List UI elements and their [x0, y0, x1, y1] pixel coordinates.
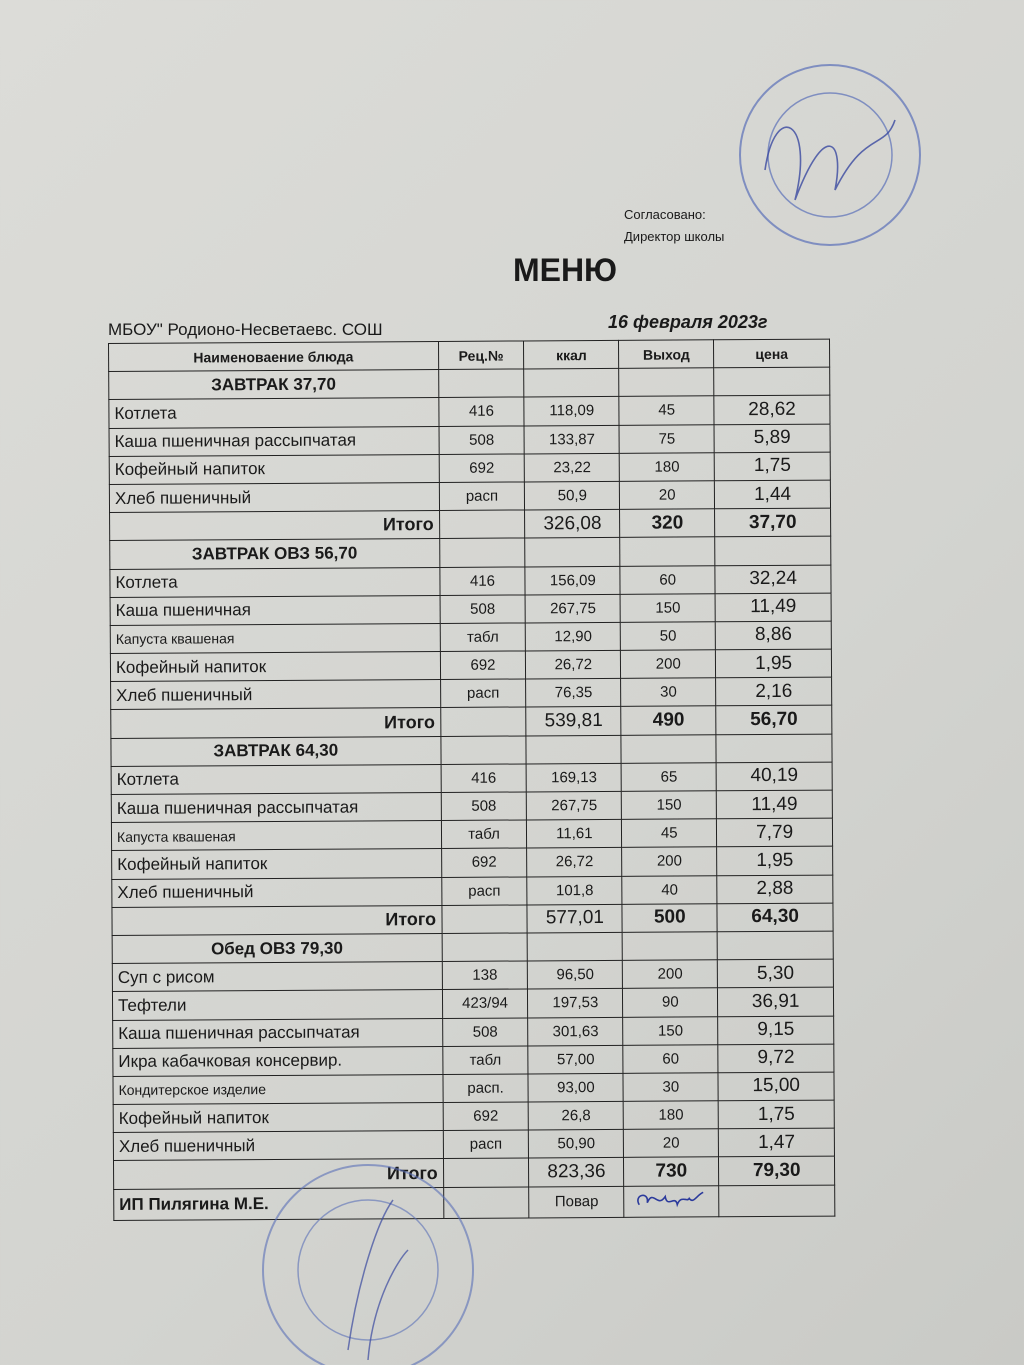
portion-output: 60: [620, 565, 715, 594]
price: 9,72: [718, 1044, 834, 1073]
dish-name: Котлета: [110, 567, 440, 597]
table-row: [110, 565, 831, 598]
table-row: [111, 762, 832, 795]
portion-output: 45: [622, 819, 717, 848]
dish-name: Капуста квашеная: [111, 821, 441, 851]
table-row: [109, 424, 830, 457]
recipe-number: табл: [441, 820, 527, 849]
signature: [624, 1185, 719, 1217]
kcal: 50,9: [525, 481, 620, 510]
price: 1,47: [719, 1128, 835, 1157]
dish-name: Каша пшеничная рассыпчатая: [113, 1018, 443, 1048]
column-header: Наименоваение блюда: [109, 341, 439, 371]
column-header: Выход: [619, 340, 714, 369]
kcal: 26,72: [527, 848, 622, 877]
portion-output: 20: [624, 1129, 719, 1158]
total-label: Итого: [113, 1159, 443, 1189]
total-output: 500: [622, 904, 717, 933]
section-header-row: [110, 536, 831, 569]
portion-output: 90: [623, 988, 718, 1017]
dish-name: Кофейный напиток: [113, 1103, 443, 1133]
portion-output: 45: [619, 396, 714, 425]
kcal: 50,90: [529, 1130, 624, 1159]
table-row: [109, 452, 830, 485]
kcal: 93,00: [528, 1073, 623, 1102]
total-output: 490: [621, 706, 716, 735]
total-output: 320: [620, 509, 715, 538]
dish-name: Суп с рисом: [112, 962, 442, 992]
dish-name: Капуста квашеная: [110, 623, 440, 653]
kcal: 301,63: [528, 1017, 623, 1046]
portion-output: 150: [620, 593, 715, 622]
price: 1,95: [716, 649, 832, 678]
supplier-name: ИП Пилягина М.Е.: [114, 1187, 444, 1220]
total-price: 56,70: [716, 706, 832, 735]
kcal: 118,09: [524, 397, 619, 426]
total-row: [110, 508, 831, 541]
table-row: [112, 959, 833, 992]
total-price: 79,30: [719, 1157, 835, 1186]
table-header-row: [109, 339, 830, 372]
table-row: [111, 677, 832, 710]
portion-output: 60: [623, 1044, 718, 1073]
dish-name: Хлеб пшеничный: [112, 877, 442, 907]
dish-name: Котлета: [111, 764, 441, 794]
section-title: Обед ОВЗ 79,30: [112, 933, 442, 963]
portion-output: 65: [621, 763, 716, 792]
dish-name: Икра кабачковая консервир.: [113, 1046, 443, 1076]
menu-date: 16 февраля 2023г: [608, 312, 768, 332]
total-kcal: 823,36: [529, 1158, 624, 1187]
section-title: ЗАВТРАК ОВЗ 56,70: [110, 539, 440, 569]
total-kcal: 539,81: [526, 707, 621, 736]
dish-name: Кофейный напиток: [112, 849, 442, 879]
kcal: 76,35: [526, 679, 621, 708]
table-row: [112, 846, 833, 879]
recipe-number: 692: [440, 651, 526, 680]
dish-name: Тефтели: [112, 990, 442, 1020]
portion-output: 50: [621, 622, 716, 651]
school-stamp: [735, 60, 925, 250]
price: 28,62: [714, 395, 830, 424]
section-header-row: [111, 734, 832, 767]
price: 32,24: [715, 565, 831, 594]
total-row: [113, 1157, 834, 1190]
kcal: 12,90: [526, 622, 621, 651]
dish-name: Хлеб пшеничный: [113, 1131, 443, 1161]
table-row: [110, 649, 831, 682]
table-row: [109, 480, 830, 513]
kcal: 96,50: [528, 960, 623, 989]
portion-output: 180: [623, 1101, 718, 1130]
total-row: [112, 903, 833, 936]
recipe-number: расп: [439, 482, 525, 511]
price: 5,89: [714, 424, 830, 453]
kcal: 197,53: [528, 989, 623, 1018]
total-row: [111, 706, 832, 739]
page-title: МЕНЮ: [512, 252, 618, 288]
kcal: 133,87: [524, 425, 619, 454]
approval-block: [624, 204, 724, 248]
signature-row: [114, 1185, 835, 1220]
recipe-number: 508: [440, 595, 526, 624]
recipe-number: 416: [438, 397, 524, 426]
dish-name: Кофейный напиток: [110, 652, 440, 682]
price: 8,86: [715, 621, 831, 650]
table-row: [113, 1016, 834, 1049]
price: 1,75: [718, 1100, 834, 1129]
kcal: 267,75: [527, 791, 622, 820]
table-row: [110, 593, 831, 626]
kcal: 267,75: [525, 594, 620, 623]
kcal: 26,72: [526, 650, 621, 679]
portion-output: 200: [621, 650, 716, 679]
recipe-number: 416: [441, 764, 527, 793]
kcal: 101,8: [527, 876, 622, 905]
kcal: 23,22: [525, 453, 620, 482]
dish-name: Кофейный напиток: [109, 454, 439, 484]
price: 9,15: [718, 1016, 834, 1045]
table-row: [111, 790, 832, 823]
recipe-number: 416: [439, 566, 525, 595]
portion-output: 200: [623, 960, 718, 989]
recipe-number: расп: [441, 877, 527, 906]
recipe-number: расп.: [443, 1074, 529, 1103]
price: 5,30: [718, 959, 834, 988]
total-price: 37,70: [715, 508, 831, 537]
price: 2,88: [717, 875, 833, 904]
total-label: Итого: [110, 511, 440, 541]
table-row: [112, 875, 833, 908]
recipe-number: расп: [443, 1130, 529, 1159]
portion-output: 20: [620, 481, 715, 510]
recipe-number: 692: [441, 848, 527, 877]
price: 36,91: [718, 987, 834, 1016]
role-label: Повар: [529, 1186, 624, 1218]
dish-name: Хлеб пшеничный: [111, 680, 441, 710]
recipe-number: 508: [441, 792, 527, 821]
table-row: [113, 1044, 834, 1077]
table-row: [113, 1100, 834, 1133]
recipe-number: 508: [442, 1017, 528, 1046]
table-row: [113, 1072, 834, 1105]
portion-output: 150: [622, 791, 717, 820]
dish-name: Хлеб пшеничный: [109, 482, 439, 512]
recipe-number: 692: [443, 1102, 529, 1131]
portion-output: 75: [619, 424, 714, 453]
total-price: 64,30: [717, 903, 833, 932]
table-row: [110, 621, 831, 654]
kcal: 11,61: [527, 820, 622, 849]
kcal: 57,00: [528, 1045, 623, 1074]
table-row: [111, 818, 832, 851]
price: 15,00: [718, 1072, 834, 1101]
price: 40,19: [716, 762, 832, 791]
recipe-number: табл: [442, 1046, 528, 1075]
kcal: 156,09: [525, 566, 620, 595]
recipe-number: 508: [439, 426, 525, 455]
dish-name: Котлета: [109, 398, 439, 428]
kcal: 169,13: [527, 763, 622, 792]
signature-mark: [631, 1186, 711, 1212]
dish-name: Каша пшеничная рассыпчатая: [111, 792, 441, 822]
table-row: [109, 395, 830, 428]
recipe-number: 692: [439, 454, 525, 483]
portion-output: 180: [619, 453, 714, 482]
price: 7,79: [717, 818, 833, 847]
approval-role: Директор школы: [624, 229, 725, 244]
recipe-number: 138: [442, 961, 528, 990]
section-header-row: [109, 367, 830, 400]
total-label: Итого: [111, 708, 441, 738]
recipe-number: 423/94: [442, 989, 528, 1018]
section-title: ЗАВТРАК 64,30: [111, 736, 441, 766]
kcal: 26,8: [529, 1101, 624, 1130]
portion-output: 30: [623, 1073, 718, 1102]
total-kcal: 577,01: [527, 904, 622, 933]
price: 11,49: [715, 593, 831, 622]
column-header: ккал: [524, 340, 619, 369]
price: 11,49: [717, 790, 833, 819]
total-label: Итого: [112, 905, 442, 935]
portion-output: 200: [622, 847, 717, 876]
price: 1,44: [715, 480, 831, 509]
price: 1,95: [717, 846, 833, 875]
organization-name: МБОУ" Родионо-Несветаевс. СОШ: [108, 320, 383, 339]
table-row: [113, 1128, 834, 1161]
table-row: [112, 987, 833, 1020]
portion-output: 30: [621, 678, 716, 707]
recipe-number: табл: [440, 623, 526, 652]
price: 1,75: [714, 452, 830, 481]
portion-output: 40: [622, 875, 717, 904]
portion-output: 150: [623, 1016, 718, 1045]
total-kcal: 326,08: [525, 510, 620, 539]
dish-name: Каша пшеничная рассыпчатая: [109, 426, 439, 456]
column-header: Рец.№: [438, 341, 524, 370]
recipe-number: расп: [440, 679, 526, 708]
column-header: цена: [714, 339, 830, 368]
dish-name: Кондитерское изделие: [113, 1074, 443, 1104]
approval-label: Согласовано:: [624, 207, 706, 222]
section-title: ЗАВТРАК 37,70: [109, 370, 439, 400]
menu-table: [108, 339, 835, 1221]
section-header-row: [112, 931, 833, 964]
total-output: 730: [624, 1157, 719, 1186]
price: 2,16: [716, 677, 832, 706]
dish-name: Каша пшеничная: [110, 595, 440, 625]
